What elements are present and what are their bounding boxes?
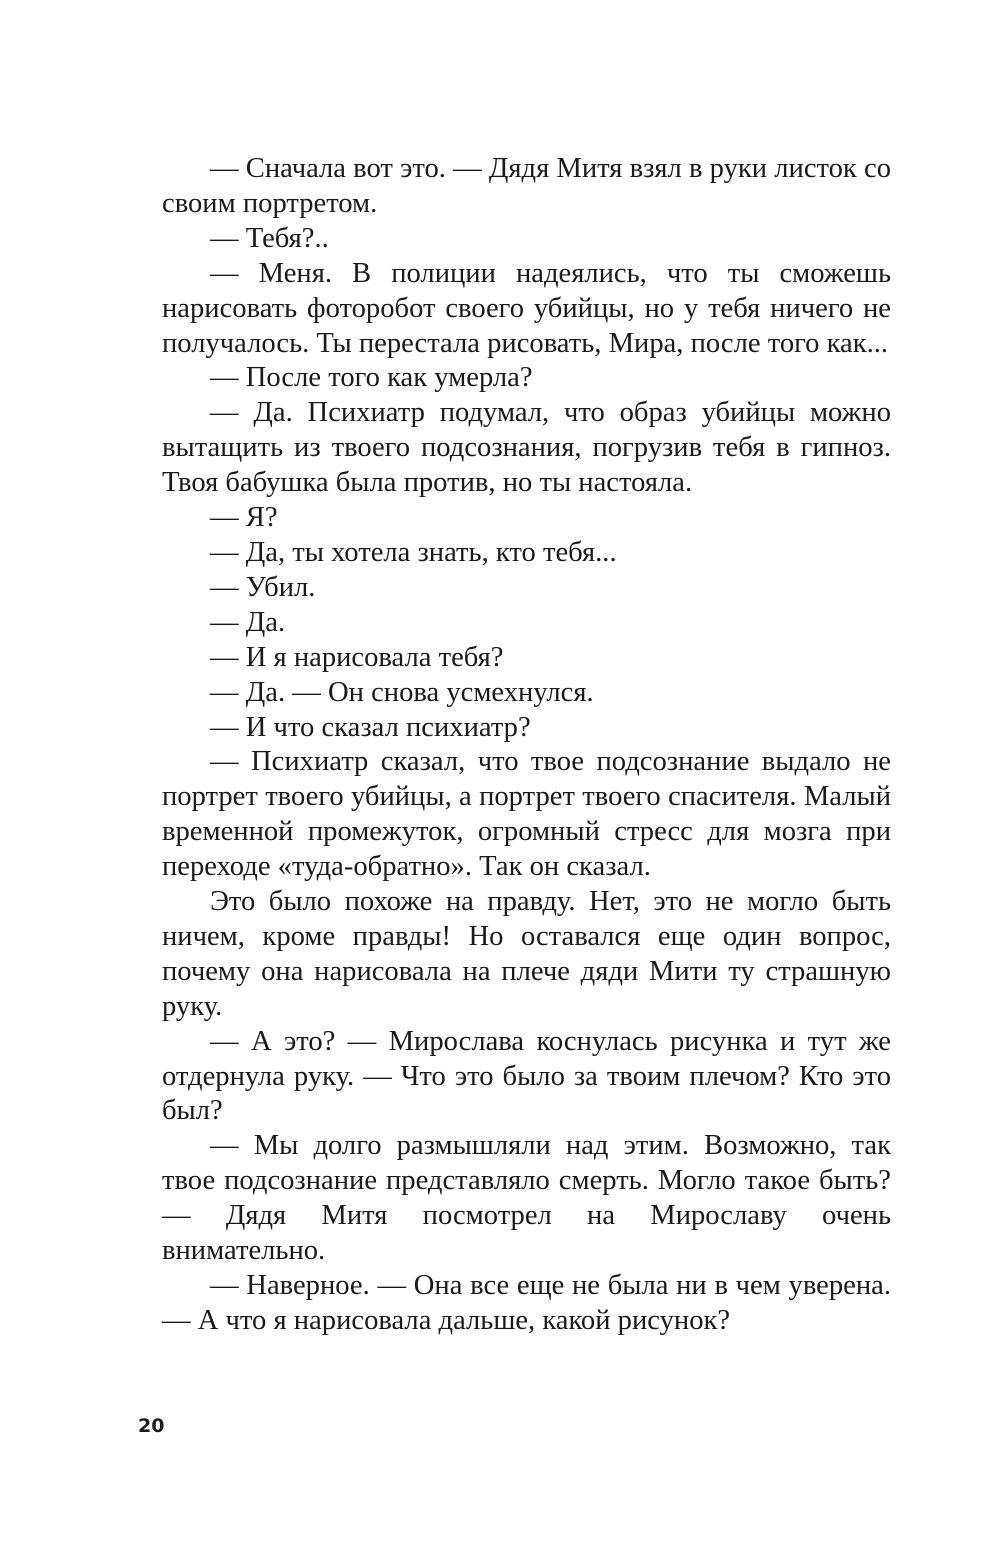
paragraph: — Убил. <box>210 571 316 603</box>
paragraph: — Мы долго размышляли над этим. Возможно, так твое подсознание представляло смерть. Могло такое быть? — Дядя Митя посмотрел на Мирославу очень внимательно. <box>162 1130 891 1267</box>
page-number: 20 <box>138 1415 165 1437</box>
paragraph: — Да, ты хотела знать, кто тебя... <box>210 536 617 568</box>
paragraph: — Я? <box>210 502 278 534</box>
paragraph: — А это? — Мирослава коснулась рисунка и тут же отдернула руку. — Что это было за твоим плечом? Кто это был? <box>162 1025 891 1127</box>
paragraph: — Тебя?.. <box>210 222 329 254</box>
paragraph: — Наверное. — Она все еще не была ни в чем уверена. — А что я нарисовала дальше, какой рисунок? <box>162 1270 891 1336</box>
paragraph: — И что сказал психиатр? <box>210 711 531 743</box>
paragraph: — И я нарисовала тебя? <box>210 641 504 673</box>
paragraph: — Да. — Он снова усмехнулся. <box>210 676 594 708</box>
paragraph: — После того как умерла? <box>210 362 533 394</box>
body-text <box>162 152 891 1339</box>
paragraph: — Психиатр сказал, что твое подсознание выдало не портрет твоего убийцы, а портрет твоего спасителя. Малый временной промежуток, огромный стресс для мозга при переходе «туда-обратно». Так он сказал. <box>162 746 891 883</box>
paragraph: — Да. <box>210 606 286 638</box>
paragraph: — Сначала вот это. — Дядя Митя взял в руки листок со своим портретом. <box>162 153 891 219</box>
paragraph: Это было похоже на правду. Нет, это не могло быть ничем, кроме правды! Но оставался еще один вопрос, почему она нарисовала на плече дяди Мити ту страшную руку. <box>162 886 891 1022</box>
paragraph: — Меня. В полиции надеялись, что ты сможешь нарисовать фоторобот своего убийцы, но у тебя ничего не получалось. Ты перестала рисовать, Мира, после того как... <box>162 257 891 359</box>
paragraph: — Да. Психиатр подумал, что образ убийцы можно вытащить из твоего подсознания, погрузив тебя в гипноз. Твоя бабушка была против, но ты настояла. <box>162 397 891 499</box>
